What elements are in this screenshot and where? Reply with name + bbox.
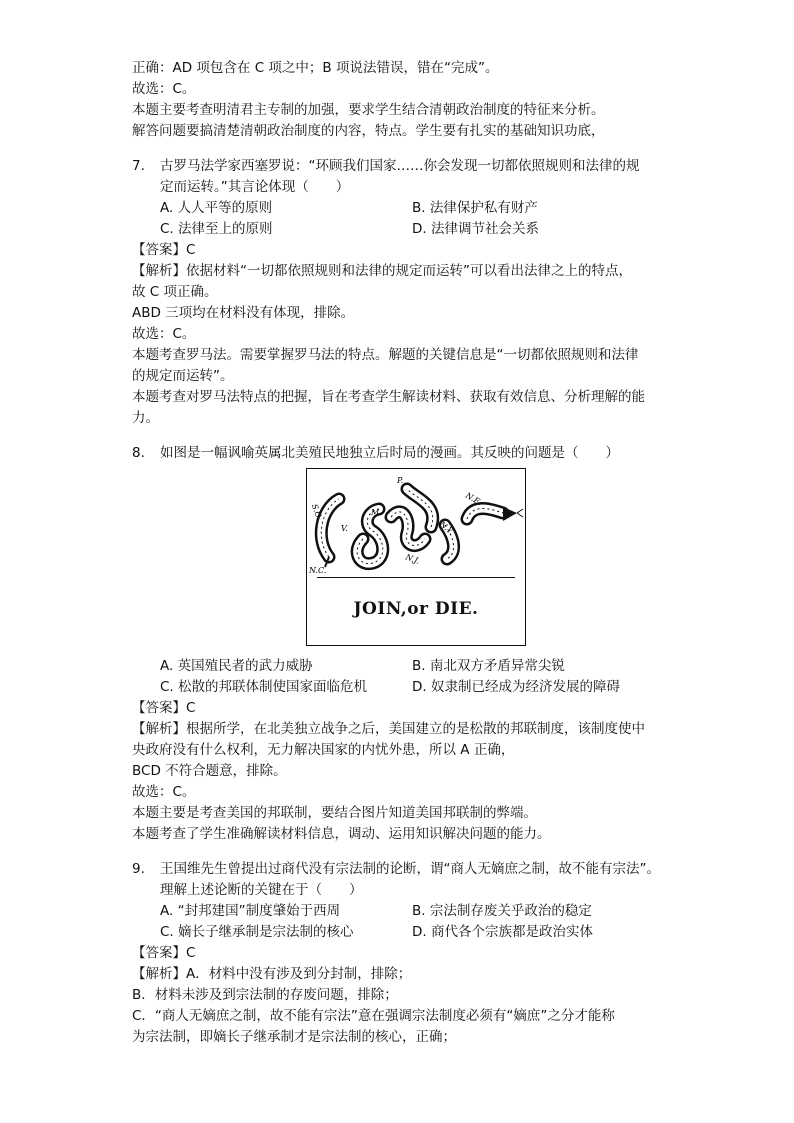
option-d: D. 商代各个宗族都是政治实体 bbox=[412, 924, 593, 940]
analysis-line: B．材料未涉及到宗法制的存废问题，排除； bbox=[132, 987, 398, 1003]
analysis-line: 本题考查了学生准确解读材料信息，调动、运用知识解决问题的能力。 bbox=[132, 826, 551, 842]
question-7-stem: 7. 古罗马法学家西塞罗说：“环顾我们国家……你会发现一切都依照规则和法律的规 bbox=[132, 156, 672, 177]
analysis-line: 本题主要是考查美国的邦联制，要结合图片知道美国邦联制的弊端。 bbox=[132, 805, 537, 821]
document-content bbox=[132, 58, 672, 1048]
question-9-stem-cont: 理解上述论断的关键在于（ ） bbox=[160, 882, 363, 898]
analysis-line: 故 C 项正确。 bbox=[132, 284, 218, 300]
question-9-options-row2 bbox=[132, 922, 672, 943]
intro-line: 本题主要考查明清君主专制的加强，要求学生结合清朝政治制度的特征来分析。 bbox=[132, 102, 605, 118]
label-p: P. bbox=[397, 476, 404, 485]
analysis-line: BCD 不符合题意，排除。 bbox=[132, 763, 287, 779]
option-b: B. 法律保护私有财产 bbox=[412, 200, 538, 216]
analysis-line: 的规定而运转”。 bbox=[132, 368, 234, 384]
label-ne: N.E. bbox=[464, 490, 484, 508]
answer-label: 【答案】C bbox=[132, 242, 196, 258]
analysis-line: 央政府没有什么权利，无力解决国家的内忧外患，所以 A 正确， bbox=[132, 742, 515, 758]
intro-line: 解答问题要搞清楚清朝政治制度的内容，特点。学生要有扎实的基础知识功底， bbox=[132, 123, 605, 139]
analysis-line: 故选：C。 bbox=[132, 784, 196, 800]
analysis-line: 故选：C。 bbox=[132, 326, 196, 342]
question-8-options-row1 bbox=[132, 656, 672, 677]
analysis-line: 【解析】A．材料中没有涉及到分封制，排除； bbox=[132, 966, 412, 982]
question-number: 7. bbox=[132, 158, 145, 174]
option-d: D. 奴隶制已经成为经济发展的障碍 bbox=[412, 679, 620, 695]
option-c: C. 法律至上的原则 bbox=[160, 221, 273, 237]
option-b: B. 宗法制存废关乎政治的稳定 bbox=[412, 903, 592, 919]
option-c: C. 松散的邦联体制使国家面临危机 bbox=[160, 679, 368, 695]
intro-line: 故选：C。 bbox=[132, 81, 196, 97]
analysis-line: C．“商人无嫡庶之制，故不能有宗法”意在强调宗法制度必须有“嫡庶”之分才能称 bbox=[132, 1008, 615, 1024]
answer-label: 【答案】C bbox=[132, 700, 196, 716]
analysis-line: ABD 三项均在材料没有体现，排除。 bbox=[132, 305, 355, 321]
label-ny: N.Y. bbox=[437, 519, 456, 537]
colony-labels bbox=[307, 469, 525, 645]
option-a: A. 英国殖民者的武力威胁 bbox=[160, 658, 313, 674]
option-b: B. 南北双方矛盾异常尖锐 bbox=[412, 658, 565, 674]
label-m: M. bbox=[371, 508, 382, 517]
intro-line: 正确：AD 项包含在 C 项之中；B 项说法错误，错在“完成”。 bbox=[132, 60, 499, 76]
question-9-stem: 9. 王国维先生曾提出过商代没有宗法制的论断，谓“商人无嫡庶之制，故不能有宗法”。 bbox=[132, 859, 672, 880]
question-7-options-row1 bbox=[132, 198, 672, 219]
label-v: V. bbox=[341, 524, 348, 533]
analysis-line: 本题考查罗马法。需要掌握罗马法的特点。解题的关键信息是“一切都依照规则和法律 bbox=[132, 347, 639, 363]
option-a: A. 人人平等的原则 bbox=[160, 200, 273, 216]
option-a: A. “封邦建国”制度肇始于西周 bbox=[160, 903, 341, 919]
option-c: C. 嫡长子继承制是宗法制的核心 bbox=[160, 924, 354, 940]
join-or-die-cartoon bbox=[306, 468, 526, 646]
question-number: 9. bbox=[132, 861, 145, 877]
analysis-line: 本题考查对罗马法特点的把握，旨在考查学生解读材料、获取有效信息、分析理解的能 bbox=[132, 389, 645, 405]
question-8-options-row2 bbox=[132, 677, 672, 698]
answer-label: 【答案】C bbox=[132, 945, 196, 961]
question-number: 8. bbox=[132, 445, 145, 461]
label-nj: N.J. bbox=[404, 552, 421, 566]
option-d: D. 法律调节社会关系 bbox=[412, 221, 539, 237]
label-sc: S.C. bbox=[309, 502, 324, 522]
analysis-line: 【解析】依据材料“一切都依照规则和法律的规定而运转”可以看出法律之上的特点， bbox=[132, 263, 632, 279]
question-7-stem-cont: 定而运转。”其言论体现（ ） bbox=[160, 179, 350, 195]
question-9-options-row1 bbox=[132, 901, 672, 922]
analysis-line: 力。 bbox=[132, 410, 159, 426]
label-nc: N.C. bbox=[309, 566, 327, 575]
cartoon-caption: JOIN,or DIE. bbox=[353, 599, 479, 619]
question-7-options-row2 bbox=[132, 219, 672, 240]
question-8-stem: 8. 如图是一幅讽喻英属北美殖民地独立后时局的漫画。其反映的问题是（ ） bbox=[132, 443, 672, 464]
analysis-line: 为宗法制，即嫡长子继承制才是宗法制的核心，正确； bbox=[132, 1029, 456, 1045]
analysis-line: 【解析】根据所学，在北美独立战争之后，美国建立的是松散的邦联制度，该制度使中 bbox=[132, 721, 645, 737]
